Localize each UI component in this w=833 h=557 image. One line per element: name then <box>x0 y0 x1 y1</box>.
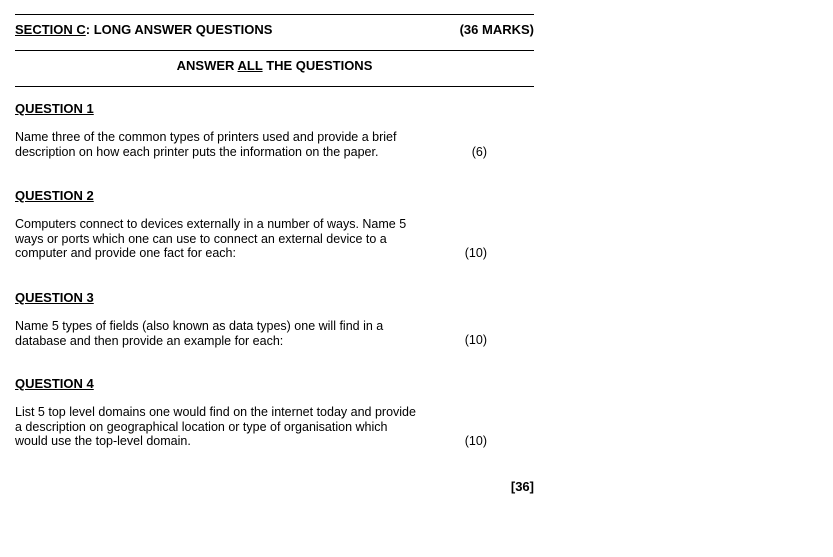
section-title-rest: : LONG ANSWER QUESTIONS <box>85 22 273 37</box>
question-2-text <box>15 217 435 261</box>
question-1-line-1: Name three of the common types of printers used and provide a brief <box>15 130 397 144</box>
question-3-marks: (10) <box>464 333 487 347</box>
question-2-marks: (10) <box>464 246 487 260</box>
total-marks: [36] <box>510 479 534 494</box>
middle-rule <box>15 50 534 51</box>
question-1-text <box>15 130 435 159</box>
section-marks: (36 MARKS) <box>459 22 534 37</box>
question-2-heading: QUESTION 2 <box>15 188 94 203</box>
question-4-line-2: a description on geographical location or type of organisation which <box>15 419 388 434</box>
question-2-line-3: computer and provide one fact for each: <box>15 246 236 260</box>
question-2-line-2: ways or ports which one can use to connect an external device to a <box>15 231 387 246</box>
instruction-emphasis: ALL <box>237 58 263 73</box>
question-3-line-2: database and then provide an example for each: <box>15 333 284 348</box>
question-3-heading: QUESTION 3 <box>15 290 94 305</box>
top-rule <box>15 14 534 15</box>
section-title <box>15 22 272 37</box>
question-1-line-2: description on how each printer puts the information on the paper. <box>15 144 379 159</box>
question-2-line-1: Computers connect to devices externally in a number of ways. Name 5 <box>15 217 407 231</box>
question-1-heading: QUESTION 1 <box>15 101 94 116</box>
question-1-marks: (6) <box>471 145 487 159</box>
question-3-line-1: Name 5 types of fields (also known as data types) one will find in a <box>15 319 384 333</box>
question-4-line-3: would use the top-level domain. <box>15 434 191 448</box>
instruction <box>15 58 534 73</box>
instruction-after: THE QUESTIONS <box>262 58 373 73</box>
question-3-text <box>15 319 435 348</box>
question-4-text <box>15 405 435 449</box>
question-4-line-1: List 5 top level domains one would find on the internet today and provide <box>15 405 416 419</box>
question-4-marks: (10) <box>464 434 487 448</box>
bottom-rule <box>15 86 534 87</box>
instruction-before: ANSWER <box>176 58 238 73</box>
section-label: SECTION C <box>15 22 86 37</box>
question-4-heading: QUESTION 4 <box>15 376 94 391</box>
